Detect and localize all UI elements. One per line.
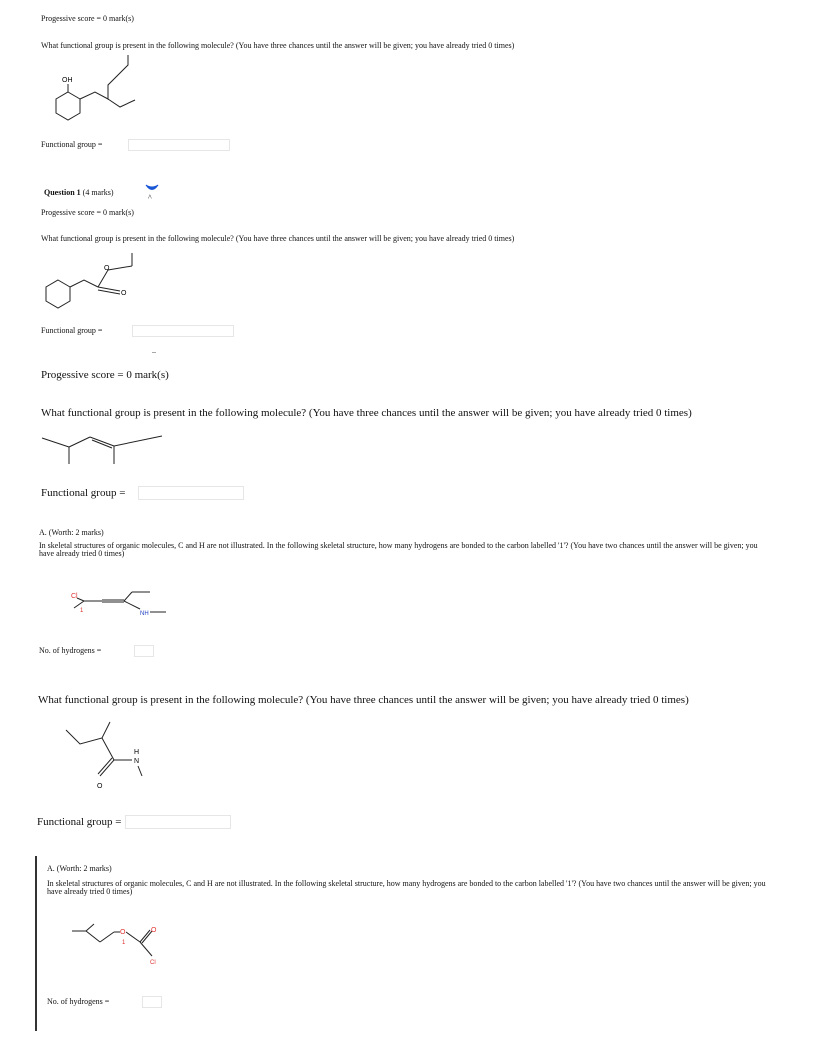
atom-o-label: O — [121, 290, 127, 297]
collapse-caret-icon[interactable]: ^ — [148, 193, 152, 202]
progressive-score: Progessive score = 0 mark(s) — [41, 208, 134, 217]
molecule-diagram-2 — [40, 248, 160, 318]
atom-cl-label: Cl — [150, 960, 156, 966]
loading-dots: .. — [152, 346, 156, 355]
hydrogen-count-input[interactable] — [134, 645, 154, 657]
atom-n-label: N — [134, 758, 140, 765]
info-icon[interactable] — [145, 183, 159, 193]
atom-cl-label: Cl — [71, 593, 78, 600]
functional-group-input[interactable] — [128, 139, 230, 151]
atom-o-label: O — [120, 929, 126, 936]
answer-label: Functional group = — [41, 326, 103, 335]
part-heading: A. (Worth: 2 marks) — [39, 528, 104, 537]
question-prompt: In skeletal structures of organic molecules, C and H are not illustrated. In the following skeletal structure, how many hydrogens are bonded to the carbon labelled '1'? (You have two chances until the answer will be given; you have already tried 0 times) — [39, 541, 758, 558]
left-border-bar — [35, 856, 37, 1031]
atom-1-label: 1 — [80, 608, 84, 614]
question-heading — [44, 188, 114, 197]
answer-label: Functional group = — [41, 140, 103, 149]
question-number: Question 1 — [44, 188, 81, 197]
question-marks: (4 marks) — [82, 188, 114, 197]
molecule-diagram-4 — [70, 588, 170, 623]
functional-group-input[interactable] — [138, 486, 244, 500]
molecule-diagram-6 — [72, 922, 172, 972]
functional-group-input[interactable] — [125, 815, 231, 829]
question-prompt: In skeletal structures of organic molecules, C and H are not illustrated. In the following skeletal structure, how many hydrogens are bonded to the carbon labelled '1'? (You have two chances until the answer will be given; you have already tried 0 times) — [47, 879, 766, 896]
atom-o-label: O — [104, 265, 110, 272]
atom-1-label: 1 — [122, 940, 126, 946]
functional-group-input[interactable] — [132, 325, 234, 337]
molecule-diagram-3 — [42, 428, 172, 468]
molecule-diagram-1 — [40, 55, 170, 125]
molecule-diagram-5 — [66, 718, 166, 793]
hydrogen-count-input[interactable] — [142, 996, 162, 1008]
answer-label: No. of hydrogens = — [47, 997, 110, 1006]
atom-o-label: O — [97, 783, 103, 790]
atom-o-label: O — [151, 927, 157, 934]
question-prompt: What functional group is present in the following molecule? (You have three chances until the answer will be given; you have already tried 0 times) — [41, 41, 515, 50]
answer-label: Functional group = — [41, 487, 126, 499]
answer-label: Functional group = — [37, 816, 122, 828]
progressive-score: Progessive score = 0 mark(s) — [41, 369, 169, 381]
atom-oh-label: OH — [62, 77, 73, 84]
question-prompt: What functional group is present in the following molecule? (You have three chances until the answer will be given; you have already tried 0 times) — [41, 234, 515, 243]
part-heading: A. (Worth: 2 marks) — [47, 864, 112, 873]
question-prompt: What functional group is present in the following molecule? (You have three chances until the answer will be given; you have already tried 0 times) — [38, 694, 689, 706]
atom-h-label: H — [134, 749, 140, 756]
atom-nh-label: NH — [140, 611, 149, 617]
question-prompt: What functional group is present in the following molecule? (You have three chances until the answer will be given; you have already tried 0 times) — [41, 407, 692, 419]
answer-label: No. of hydrogens = — [39, 646, 102, 655]
progressive-score: Progessive score = 0 mark(s) — [41, 14, 134, 23]
